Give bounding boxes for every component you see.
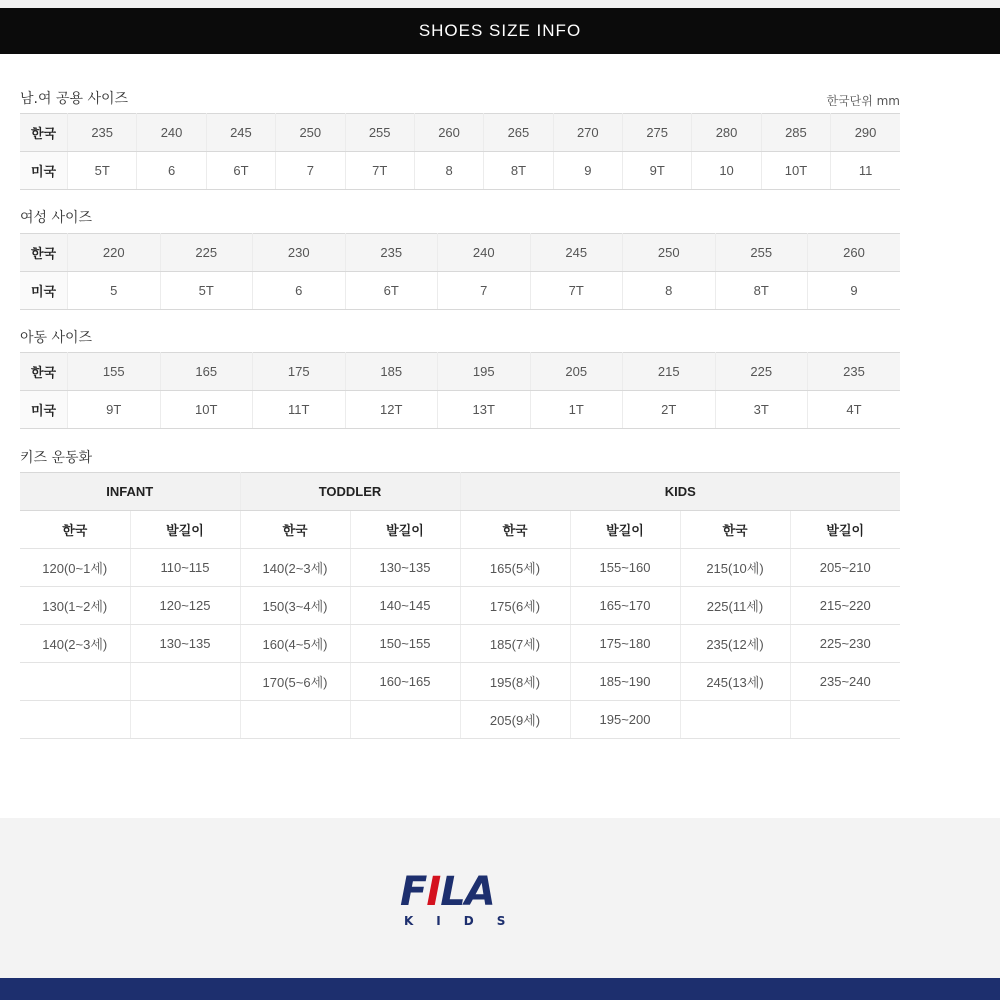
sub-header: 한국 bbox=[240, 511, 350, 549]
size-cell: 11 bbox=[831, 152, 900, 190]
table-cell: 165(5세) bbox=[460, 549, 570, 587]
size-cell: 220 bbox=[68, 234, 161, 272]
table-row bbox=[20, 701, 900, 739]
table-cell: 185~190 bbox=[570, 663, 680, 701]
korea-row bbox=[20, 234, 900, 272]
table-row bbox=[20, 549, 900, 587]
kids-shoes-table bbox=[20, 472, 900, 739]
table-cell bbox=[130, 663, 240, 701]
size-cell: 7 bbox=[438, 272, 531, 310]
table-cell: 215(10세) bbox=[680, 549, 790, 587]
table-cell: 175~180 bbox=[570, 625, 680, 663]
size-cell: 4T bbox=[808, 391, 901, 429]
size-cell: 240 bbox=[438, 234, 531, 272]
footer-bottom-bar bbox=[0, 978, 1000, 1000]
us-row bbox=[20, 391, 900, 429]
size-cell: 12T bbox=[345, 391, 438, 429]
size-cell: 8 bbox=[623, 272, 716, 310]
us-row bbox=[20, 272, 900, 310]
table-cell: 140~145 bbox=[350, 587, 460, 625]
korea-row bbox=[20, 114, 900, 152]
size-cell: 6T bbox=[206, 152, 275, 190]
size-cell: 290 bbox=[831, 114, 900, 152]
size-cell: 225 bbox=[160, 234, 253, 272]
table-cell: 245(13세) bbox=[680, 663, 790, 701]
sub-header: 발길이 bbox=[570, 511, 680, 549]
size-cell: 215 bbox=[623, 353, 716, 391]
table-cell: 235(12세) bbox=[680, 625, 790, 663]
size-cell: 8T bbox=[484, 152, 553, 190]
size-cell: 5T bbox=[68, 152, 137, 190]
size-cell: 2T bbox=[623, 391, 716, 429]
table-cell bbox=[20, 663, 130, 701]
table-cell: 195~200 bbox=[570, 701, 680, 739]
size-cell: 165 bbox=[160, 353, 253, 391]
size-cell: 10T bbox=[160, 391, 253, 429]
children-title: 아동 사이즈 bbox=[20, 330, 93, 346]
size-cell: 7 bbox=[276, 152, 345, 190]
size-cell: 6 bbox=[137, 152, 206, 190]
table-cell: 215~220 bbox=[790, 587, 900, 625]
page-header bbox=[0, 8, 1000, 54]
unisex-title: 남.여 공용 사이즈 bbox=[20, 91, 129, 107]
size-cell: 3T bbox=[715, 391, 808, 429]
table-cell: 120~125 bbox=[130, 587, 240, 625]
table-cell: 130(1~2세) bbox=[20, 587, 130, 625]
table-cell: 195(8세) bbox=[460, 663, 570, 701]
size-cell: 7T bbox=[530, 272, 623, 310]
group-header-infant: INFANT bbox=[20, 473, 240, 511]
table-cell bbox=[240, 701, 350, 739]
size-cell: 10 bbox=[692, 152, 761, 190]
group-header-kids: KIDS bbox=[460, 473, 900, 511]
sub-header: 한국 bbox=[460, 511, 570, 549]
size-cell: 275 bbox=[623, 114, 692, 152]
size-cell: 9T bbox=[623, 152, 692, 190]
size-cell: 7T bbox=[345, 152, 414, 190]
row-label: 한국 bbox=[20, 353, 68, 391]
size-cell: 8 bbox=[414, 152, 483, 190]
size-cell: 260 bbox=[808, 234, 901, 272]
size-cell: 13T bbox=[438, 391, 531, 429]
sub-header: 한국 bbox=[20, 511, 130, 549]
size-cell: 5 bbox=[68, 272, 161, 310]
table-cell bbox=[20, 701, 130, 739]
women-title: 여성 사이즈 bbox=[20, 210, 93, 226]
size-cell: 240 bbox=[137, 114, 206, 152]
table-row bbox=[20, 663, 900, 701]
table-cell: 165~170 bbox=[570, 587, 680, 625]
unit-note: 한국단위 mm bbox=[826, 94, 900, 108]
table-cell bbox=[680, 701, 790, 739]
size-cell: 225 bbox=[715, 353, 808, 391]
size-cell: 235 bbox=[808, 353, 901, 391]
women-size-table bbox=[20, 233, 900, 310]
size-cell: 205 bbox=[530, 353, 623, 391]
table-cell: 160~165 bbox=[350, 663, 460, 701]
table-cell: 175(6세) bbox=[460, 587, 570, 625]
table-row bbox=[20, 625, 900, 663]
sub-header: 발길이 bbox=[350, 511, 460, 549]
table-cell: 225(11세) bbox=[680, 587, 790, 625]
table-cell: 140(2~3세) bbox=[240, 549, 350, 587]
kids-shoes-title: 키즈 운동화 bbox=[20, 450, 93, 466]
page-title: SHOES SIZE INFO bbox=[418, 21, 582, 40]
size-cell: 185 bbox=[345, 353, 438, 391]
size-cell: 260 bbox=[414, 114, 483, 152]
table-cell: 235~240 bbox=[790, 663, 900, 701]
children-size-table bbox=[20, 352, 900, 429]
size-cell: 255 bbox=[715, 234, 808, 272]
logo-wordmark: FILA bbox=[400, 869, 495, 915]
row-label: 한국 bbox=[20, 114, 68, 152]
table-cell bbox=[130, 701, 240, 739]
fila-kids-logo bbox=[400, 869, 529, 932]
size-cell: 245 bbox=[206, 114, 275, 152]
size-cell: 11T bbox=[253, 391, 346, 429]
size-cell: 9 bbox=[808, 272, 901, 310]
row-label: 미국 bbox=[20, 272, 68, 310]
table-cell bbox=[790, 701, 900, 739]
table-row bbox=[20, 587, 900, 625]
table-cell: 110~115 bbox=[130, 549, 240, 587]
size-cell: 255 bbox=[345, 114, 414, 152]
size-cell: 235 bbox=[68, 114, 137, 152]
sub-header-row bbox=[20, 511, 900, 549]
size-cell: 1T bbox=[530, 391, 623, 429]
row-label: 미국 bbox=[20, 391, 68, 429]
size-cell: 155 bbox=[68, 353, 161, 391]
table-cell: 160(4~5세) bbox=[240, 625, 350, 663]
row-label: 미국 bbox=[20, 152, 68, 190]
table-cell: 140(2~3세) bbox=[20, 625, 130, 663]
size-cell: 280 bbox=[692, 114, 761, 152]
table-cell: 170(5~6세) bbox=[240, 663, 350, 701]
unisex-size-table bbox=[20, 113, 900, 190]
table-cell: 155~160 bbox=[570, 549, 680, 587]
size-cell: 230 bbox=[253, 234, 346, 272]
size-cell: 6T bbox=[345, 272, 438, 310]
size-cell: 265 bbox=[484, 114, 553, 152]
size-cell: 250 bbox=[276, 114, 345, 152]
size-cell: 195 bbox=[438, 353, 531, 391]
table-cell: 120(0~1세) bbox=[20, 549, 130, 587]
table-cell: 130~135 bbox=[350, 549, 460, 587]
sub-header: 발길이 bbox=[790, 511, 900, 549]
group-header-row bbox=[20, 473, 900, 511]
size-cell: 10T bbox=[761, 152, 830, 190]
table-cell: 205(9세) bbox=[460, 701, 570, 739]
size-cell: 285 bbox=[761, 114, 830, 152]
sub-header: 한국 bbox=[680, 511, 790, 549]
size-cell: 6 bbox=[253, 272, 346, 310]
table-cell: 225~230 bbox=[790, 625, 900, 663]
korea-row bbox=[20, 353, 900, 391]
size-cell: 9T bbox=[68, 391, 161, 429]
size-cell: 270 bbox=[553, 114, 622, 152]
table-cell: 150~155 bbox=[350, 625, 460, 663]
table-cell: 185(7세) bbox=[460, 625, 570, 663]
size-cell: 9 bbox=[553, 152, 622, 190]
size-cell: 175 bbox=[253, 353, 346, 391]
table-cell: 205~210 bbox=[790, 549, 900, 587]
sub-header: 발길이 bbox=[130, 511, 240, 549]
top-band bbox=[0, 0, 1000, 8]
size-cell: 250 bbox=[623, 234, 716, 272]
row-label: 한국 bbox=[20, 234, 68, 272]
size-cell: 245 bbox=[530, 234, 623, 272]
us-row bbox=[20, 152, 900, 190]
table-cell bbox=[350, 701, 460, 739]
size-cell: 8T bbox=[715, 272, 808, 310]
logo-subtext: KIDS bbox=[404, 914, 529, 928]
size-cell: 235 bbox=[345, 234, 438, 272]
table-cell: 130~135 bbox=[130, 625, 240, 663]
group-header-toddler: TODDLER bbox=[240, 473, 460, 511]
table-cell: 150(3~4세) bbox=[240, 587, 350, 625]
size-cell: 5T bbox=[160, 272, 253, 310]
